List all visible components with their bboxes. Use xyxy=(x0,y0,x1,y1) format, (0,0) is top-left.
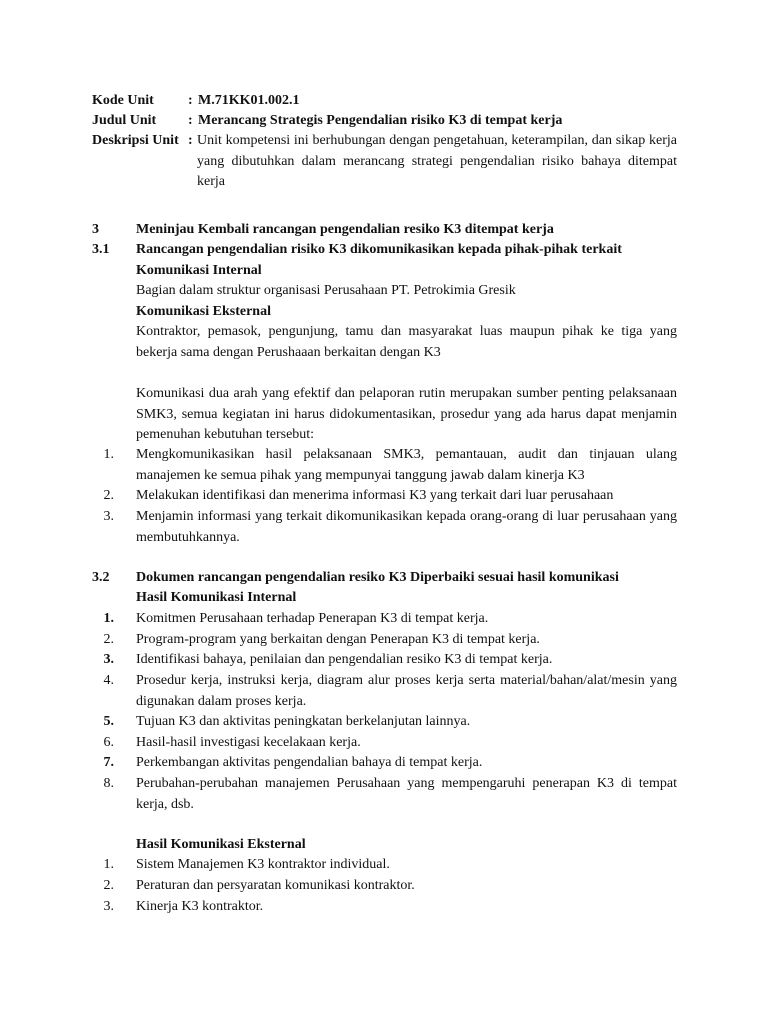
list-item-number: 6. xyxy=(103,735,114,750)
section-3-number: 3 xyxy=(92,222,99,237)
list-item-text: Tujuan K3 dan aktivitas peningkatan berkelanjutan lainnya. xyxy=(136,714,471,729)
list-item-text: Prosedur kerja, instruksi kerja, diagram alur proses kerja serta material/bahan/alat/mesin yang digunakan dalam proses kerja. xyxy=(136,673,677,709)
list-item-text: Melakukan identifikasi dan menerima informasi K3 yang terkait dari luar perusahaan xyxy=(136,488,614,503)
list-item-number: 5. xyxy=(103,714,114,729)
list-item-text: Mengkomunikasikan hasil pelaksanaan SMK3, pemantauan, audit dan tinjauan ulang manajemen ke semua pihak yang mempunyai tanggung jawab dalam kinerja K3 xyxy=(136,447,677,483)
list-item-number: 3. xyxy=(103,899,114,914)
list-item-number: 2. xyxy=(103,878,114,893)
list-item-number: 4. xyxy=(103,673,114,688)
section-3-2-title: Dokumen rancangan pengendalian resiko K3 Diperbaiki sesuai hasil komunikasi xyxy=(136,570,619,585)
list-item-text: Hasil-hasil investigasi kecelakaan kerja. xyxy=(136,735,361,750)
list-item-text: Perkembangan aktivitas pengendalian bahaya di tempat kerja. xyxy=(136,755,483,770)
hasil-komunikasi-eksternal-heading: Hasil Komunikasi Eksternal xyxy=(136,837,306,852)
list-item-text: Sistem Manajemen K3 kontraktor individual. xyxy=(136,857,390,872)
kode-unit-value: M.71KK01.002.1 xyxy=(198,93,300,108)
list-item-text: Program-program yang berkaitan dengan Penerapan K3 di tempat kerja. xyxy=(136,632,540,647)
kode-unit-colon: : xyxy=(188,93,193,108)
list-item-number: 3. xyxy=(103,509,114,524)
judul-unit-colon: : xyxy=(188,113,193,128)
deskripsi-unit-value: Unit kompetensi ini berhubungan dengan pengetahuan, keterampilan, dan sikap kerja yang dibutuhkan dalam merancang strategi pengendalian risiko bahaya ditempat kerja xyxy=(197,133,677,189)
section-3-1-number: 3.1 xyxy=(92,242,110,257)
list-item-text: Perubahan-perubahan manajemen Perusahaan yang mempengaruhi penerapan K3 di tempat kerja, dsb. xyxy=(136,776,677,812)
deskripsi-unit-colon: : xyxy=(188,133,193,148)
hasil-komunikasi-internal-heading: Hasil Komunikasi Internal xyxy=(136,590,297,605)
komunikasi-eksternal-text: Kontraktor, pemasok, pengunjung, tamu dan masyarakat luas maupun pihak ke tiga yang bekerja sama dengan Perushaaan berkaitan dengan K3 xyxy=(136,324,677,360)
list-item-number: 1. xyxy=(103,447,114,462)
komunikasi-internal-text: Bagian dalam struktur organisasi Perusahaan PT. Petrokimia Gresik xyxy=(136,283,516,298)
komunikasi-internal-heading: Komunikasi Internal xyxy=(136,263,262,278)
deskripsi-unit-label: Deskripsi Unit xyxy=(92,133,179,148)
list-item-number: 3. xyxy=(103,652,114,667)
section-3-1-title: Rancangan pengendalian risiko K3 dikomunikasikan kepada pihak-pihak terkait xyxy=(136,242,622,257)
list-item-text: Komitmen Perusahaan terhadap Penerapan K3 di tempat kerja. xyxy=(136,611,489,626)
section-3-title: Meninjau Kembali rancangan pengendalian resiko K3 ditempat kerja xyxy=(136,222,554,237)
judul-unit-value: Merancang Strategis Pengendalian risiko K3 di tempat kerja xyxy=(198,113,563,128)
list-item-text: Kinerja K3 kontraktor. xyxy=(136,899,264,914)
list-item-number: 7. xyxy=(103,755,114,770)
kode-unit-label: Kode Unit xyxy=(92,93,154,108)
list-item-number: 2. xyxy=(103,488,114,503)
komunikasi-eksternal-heading: Komunikasi Eksternal xyxy=(136,304,271,319)
list-item-number: 1. xyxy=(103,611,114,626)
list-item-number: 1. xyxy=(103,857,114,872)
list-item-text: Peraturan dan persyaratan komunikasi kontraktor. xyxy=(136,878,415,893)
list-item-text: Identifikasi bahaya, penilaian dan pengendalian resiko K3 di tempat kerja. xyxy=(136,652,553,667)
list-item-text: Menjamin informasi yang terkait dikomunikasikan kepada orang-orang di luar perusahaan yang membutuhkannya. xyxy=(136,509,677,545)
komunikasi-paragraph: Komunikasi dua arah yang efektif dan pelaporan rutin merupakan sumber penting pelaksanaan SMK3, semua kegiatan ini harus didokumentasikan, prosedur yang ada harus dapat menjamin pemenuhan kebutuhan tersebut: xyxy=(136,386,677,442)
judul-unit-label: Judul Unit xyxy=(92,113,157,128)
list-item-number: 8. xyxy=(103,776,114,791)
section-3-2-number: 3.2 xyxy=(92,570,110,585)
list-item-number: 2. xyxy=(103,632,114,647)
